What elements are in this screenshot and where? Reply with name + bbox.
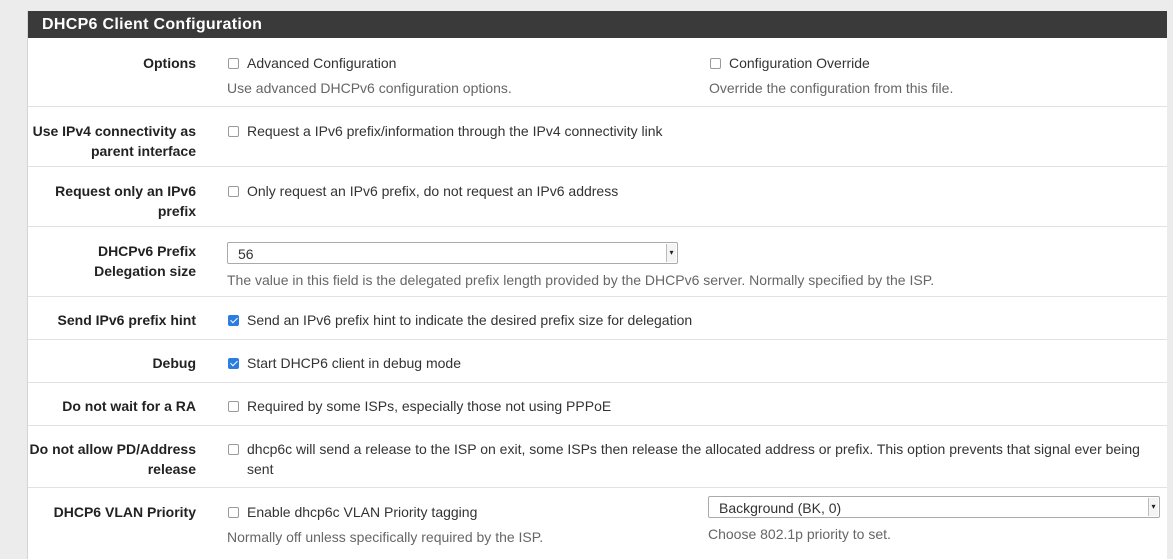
prefix-only-label <box>28 181 196 221</box>
no-wait-ra-text[interactable]: Required by some ISPs, especially those not using PPPoE <box>247 398 612 414</box>
prefix-hint-label: Send IPv6 prefix hint <box>57 312 196 328</box>
prefix-only-label-line1: Request only an IPv6 <box>55 183 196 199</box>
no-wait-ra-checkbox[interactable] <box>228 401 239 412</box>
panel-title: DHCP6 Client Configuration <box>28 11 1167 38</box>
delegation-size-label-line1: DHCPv6 Prefix <box>97 243 196 259</box>
delegation-size-select[interactable] <box>227 242 678 264</box>
ipv4-parent-text[interactable]: Request a IPv6 prefix/information through the IPv4 connectivity link <box>247 123 663 139</box>
row-ipv4-parent <box>28 106 1167 166</box>
no-release-label-line1: Do not allow PD/Address <box>29 441 196 457</box>
no-release-label-line2: release <box>147 461 196 477</box>
prefix-only-checkbox[interactable] <box>228 186 239 197</box>
chevron-down-icon[interactable]: ▾ <box>1148 498 1158 516</box>
no-release-checkbox[interactable] <box>228 444 239 455</box>
ipv4-parent-checkbox[interactable] <box>228 126 239 137</box>
advanced-configuration-checkbox[interactable] <box>228 58 239 69</box>
configuration-override-help: Override the configuration from this file. <box>709 80 954 96</box>
chevron-down-icon[interactable]: ▾ <box>666 244 676 262</box>
no-wait-ra-label: Do not wait for a RA <box>62 398 196 414</box>
row-no-wait-ra <box>28 382 1167 425</box>
vlan-priority-help: Normally off unless specifically required by the ISP. <box>227 529 544 545</box>
debug-checkbox[interactable] <box>228 358 239 369</box>
row-prefix-hint <box>28 296 1167 339</box>
prefix-hint-checkbox[interactable] <box>228 315 239 326</box>
ipv4-parent-label <box>28 121 196 161</box>
prefix-only-label-line2: prefix <box>157 203 196 219</box>
ipv4-parent-label-line2: parent interface <box>90 143 196 159</box>
debug-label: Debug <box>152 355 196 371</box>
vlan-priority-value: Background (BK, 0) <box>719 500 842 516</box>
vlan-priority-text[interactable]: Enable dhcp6c VLAN Priority tagging <box>247 504 478 520</box>
row-delegation-size <box>28 226 1167 296</box>
advanced-configuration-label[interactable]: Advanced Configuration <box>247 55 397 71</box>
delegation-size-label <box>28 241 196 281</box>
advanced-configuration-help: Use advanced DHCPv6 configuration options. <box>227 80 512 96</box>
delegation-size-help: The value in this field is the delegated prefix length provided by the DHCPv6 server. Normally specified by the ISP. <box>227 272 935 288</box>
prefix-only-text[interactable]: Only request an IPv6 prefix, do not request an IPv6 address <box>247 183 619 199</box>
debug-text[interactable]: Start DHCP6 client in debug mode <box>247 355 461 371</box>
vlan-priority-select-help: Choose 802.1p priority to set. <box>708 526 891 542</box>
row-vlan-priority <box>28 487 1167 559</box>
prefix-hint-text[interactable]: Send an IPv6 prefix hint to indicate the desired prefix size for delegation <box>247 312 693 328</box>
vlan-priority-select[interactable] <box>708 496 1160 518</box>
configuration-override-checkbox[interactable] <box>710 58 721 69</box>
no-release-text-line2[interactable]: sent <box>247 461 274 477</box>
no-release-label <box>28 439 196 479</box>
options-label: Options <box>143 55 196 71</box>
vlan-priority-checkbox[interactable] <box>228 507 239 518</box>
ipv4-parent-label-line1: Use IPv4 connectivity as <box>32 123 196 139</box>
row-options <box>28 38 1167 105</box>
configuration-override-label[interactable]: Configuration Override <box>729 55 870 71</box>
dhcp6-client-panel <box>27 11 1167 559</box>
no-release-text-line1[interactable]: dhcp6c will send a release to the ISP on exit, some ISPs then release the allocated address or prefix. This option prevents that signal ever being <box>247 441 1140 457</box>
vlan-priority-label: DHCP6 VLAN Priority <box>53 504 196 520</box>
row-debug <box>28 339 1167 382</box>
row-prefix-only <box>28 166 1167 226</box>
row-no-release <box>28 425 1167 487</box>
delegation-size-value: 56 <box>238 246 254 262</box>
delegation-size-label-line2: Delegation size <box>94 263 196 279</box>
